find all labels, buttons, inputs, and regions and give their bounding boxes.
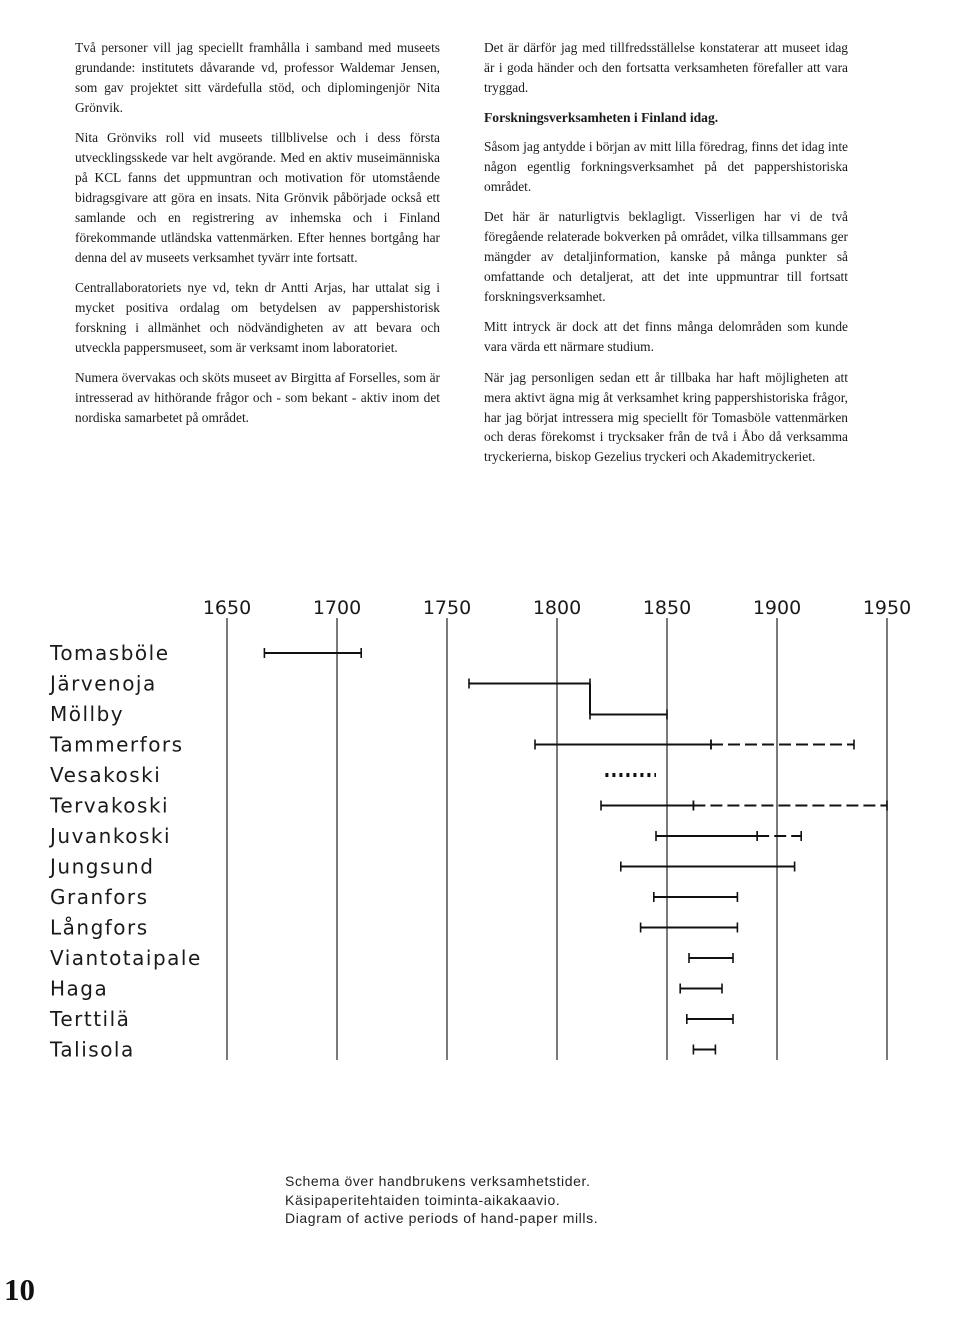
mill-timeline-chart xyxy=(0,580,960,1080)
mill-label: Haga xyxy=(50,976,109,1001)
paragraph: Det här är naturligtvis beklagligt. Visserligen har vi de två föregående relaterade bokverken på området, vilka tillsammans ger mängder av detaljinformation, kanske på många punkter så omfattande och detaljerat, att det inte uppmuntrar till fortsatt forskningsverksamhet. xyxy=(484,209,848,304)
paragraph: Såsom jag antydde i början av mitt lilla föredrag, finns det idag inte någon egentlig forkningsverksamhet på det pappershistoriska området. xyxy=(484,139,848,194)
mill-label: Talisola xyxy=(50,1037,135,1062)
mill-label: Järvenoja xyxy=(50,671,157,696)
mill-label: Långfors xyxy=(50,915,149,940)
section-heading: Forskningsverksamheten i Finland idag. xyxy=(484,110,719,126)
caption-swedish: Schema över handbrukens verksamhetstider. xyxy=(285,1173,591,1189)
paragraph: Två personer vill jag speciellt framhålla i samband med museets grundande: institutets dåvarande vd, professor Waldemar Jensen, som gav projektet sitt värdefulla stöd, och diplomingenjör Nita Grönvik. xyxy=(75,40,440,115)
year-tick-label: 1750 xyxy=(422,597,472,619)
year-tick-label: 1650 xyxy=(202,597,252,619)
caption-finnish: Käsipaperitehtaiden toiminta-aikakaavio. xyxy=(285,1191,561,1208)
year-tick-label: 1850 xyxy=(642,597,692,619)
mill-label: Möllby xyxy=(50,702,125,726)
paragraph: Det är därför jag med tillfredsställelse konstaterar att museet idag är i goda händer och den fortsatta verksamheten förefaller att vara tryggad. xyxy=(484,40,848,95)
year-tick-label: 1900 xyxy=(752,597,802,619)
paragraph: Mitt intryck är dock att det finns många delområden som kunde vara värda ett närmare studium. xyxy=(484,319,848,355)
mill-label: Viantotaipale xyxy=(50,946,202,970)
year-tick-label: 1700 xyxy=(312,597,362,619)
mill-label: Terttilä xyxy=(50,1007,131,1031)
paragraph: Numera övervakas och sköts museet av Birgitta af Forselles, som är intresserad av hithörande frågor och - som bekant - aktiv inom det nordiska samarbetet på området. xyxy=(75,370,440,425)
mill-label: Granfors xyxy=(50,885,149,909)
mill-label: Tomasböle xyxy=(50,641,170,665)
mill-label: Tervakoski xyxy=(50,793,170,818)
left-text-column xyxy=(75,38,440,438)
mill-label: Juvankoski xyxy=(50,824,172,848)
mill-label: Jungsund xyxy=(50,854,155,879)
paragraph: När jag personligen sedan ett år tillbaka har haft möjligheten att mera aktivt ägna mig åt verksamhet kring pappershistoriska frågor, har jag börjat intressera mig speciellt för Tomasböle vattenmärken och deras förekomst i trycksaker från de två i Åbo då verksamma tryckerierna, biskop Gezelius tryckeri och Akademitryckeriet. xyxy=(484,369,848,465)
paragraph: Centrallaboratoriets nye vd, tekn dr Antti Arjas, har uttalat sig i mycket positiva ordalag om betydelsen av pappershistorisk forskning i allmänhet och nödvändigheten av att bevara och utveckla pappersmuseet, som är verksamt inom laboratoriet. xyxy=(75,279,440,355)
mill-label: Tammerfors xyxy=(50,732,184,757)
page-number: 10 xyxy=(4,1272,35,1307)
year-tick-label: 1950 xyxy=(862,597,912,619)
mill-label: Vesakoski xyxy=(50,763,162,787)
year-tick-label: 1800 xyxy=(532,597,582,619)
right-text-column xyxy=(484,38,848,478)
paragraph: Nita Grönviks roll vid museets tillblivelse och i dess första utvecklingsskede var helt avgörande. Med en aktiv museimänniska på KCL fanns det uppmuntran och motivation för utomstående bidragsgivare att göra en insats. Nita Grönvik påbörjade också ett samlande och en registrering av inhemska och i Finland förekommande utländska vattenmärken. Efter hennes bortgång har denna del av museets verksamhet tyvärr inte fortsatt. xyxy=(75,130,440,265)
figure-caption xyxy=(285,1172,705,1228)
caption-english: Diagram of active periods of hand-paper mills. xyxy=(285,1210,599,1226)
